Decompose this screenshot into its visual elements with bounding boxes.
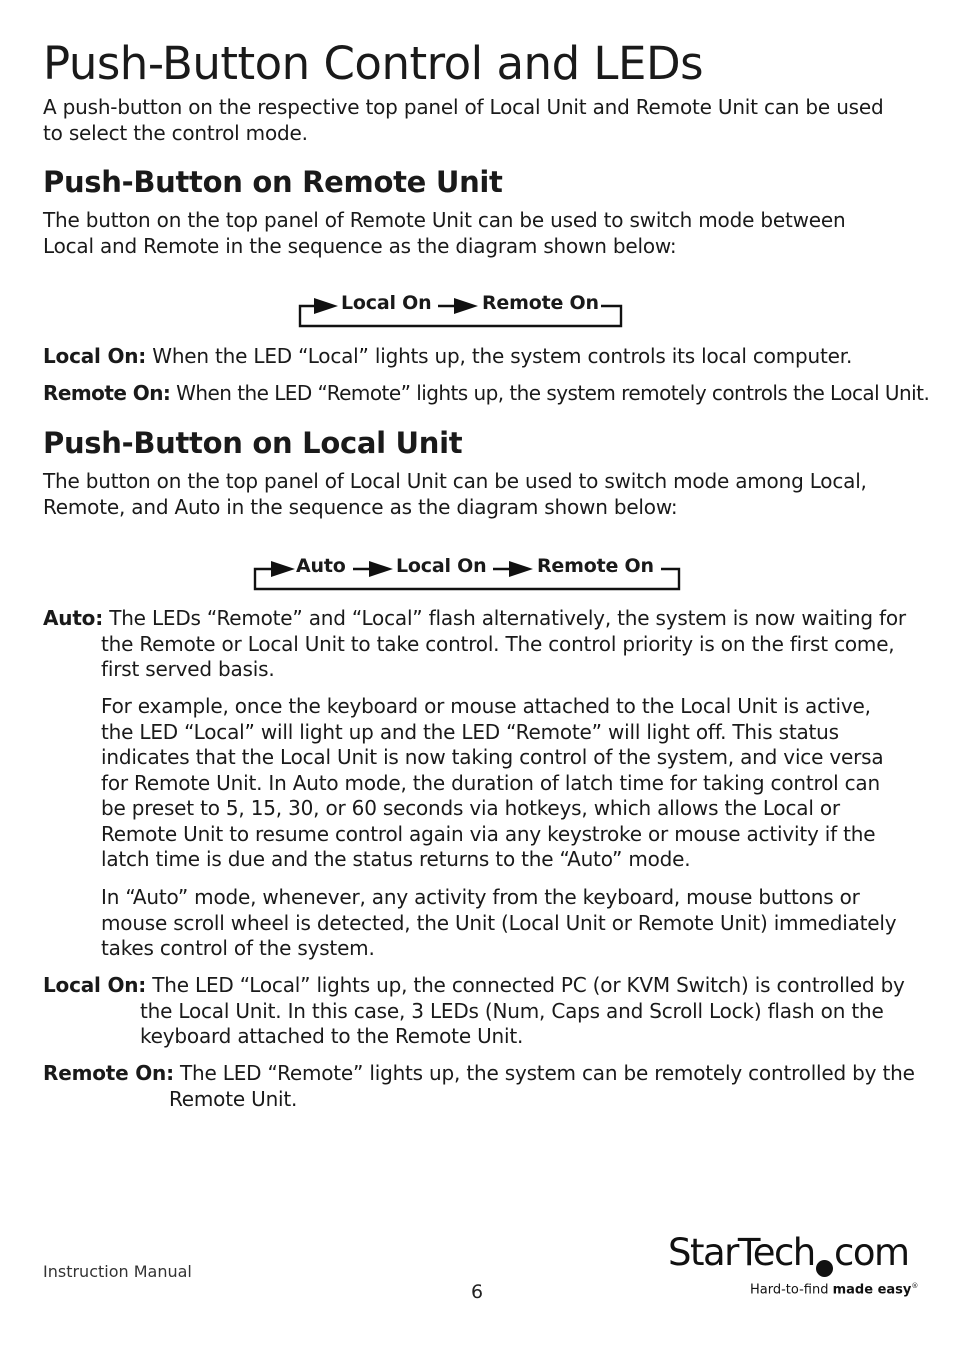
hang-line: the LED “Local” will light up and the LED “Remote” will light off. This status [101, 719, 839, 744]
hang-line: the Remote or Local Unit to take control. The control priority is on the first come, [101, 631, 895, 656]
local-definition-local-on [43, 973, 913, 1050]
remote-section-heading: Push-Button on Remote Unit [43, 165, 503, 199]
hang-line: Remote Unit. [169, 1086, 298, 1111]
term-text: When the LED “Remote” lights up, the system remotely controls the Local Unit. [170, 381, 930, 405]
term-label: Local On: [43, 344, 147, 368]
logo-wordmark: StarTech [668, 1231, 815, 1274]
term-label: Local On: [43, 973, 147, 997]
diagram-label-local-on: Local On [396, 555, 487, 577]
term-label: Auto: [43, 606, 104, 630]
term-label: Remote On: [43, 381, 171, 405]
hang-line: indicates that the Local Unit is now taking control of the system, and vice versa [101, 745, 884, 769]
remote-definition-remote-on [43, 381, 930, 407]
page-title: Push-Button Control and LEDs [43, 37, 704, 90]
startech-logo [668, 1231, 919, 1303]
auto-example-paragraph [43, 694, 913, 873]
local-mode-cycle-diagram [253, 553, 683, 591]
remote-mode-cycle-diagram [298, 290, 624, 328]
diagram-label-auto: Auto [296, 555, 346, 577]
remote-section-body [43, 208, 913, 259]
local-definition-remote-on [43, 1061, 913, 1112]
hang-line: latch time is due and the status returns to the “Auto” mode. [101, 847, 691, 871]
arrow-icon [369, 561, 393, 577]
diagram-label-remote-on: Remote On [537, 555, 654, 577]
body-line: The button on the top panel of Remote Unit can be used to switch mode between [43, 208, 846, 232]
logo-tagline [750, 1282, 918, 1297]
arrow-icon [509, 561, 533, 577]
intro-line: to select the control mode. [43, 120, 308, 145]
term-text: The LED “Remote” lights up, the system can be remotely controlled by the [173, 1061, 915, 1085]
remote-definition-local-on [43, 344, 913, 370]
auto-activity-paragraph [43, 885, 913, 962]
body-line: Remote, and Auto in the sequence as the diagram shown below: [43, 494, 678, 519]
hang-line: first served basis. [101, 657, 275, 681]
term-text: The LEDs “Remote” and “Local” flash alternatively, the system is now waiting for [103, 606, 906, 630]
tagline-part: Hard-to-find [750, 1282, 833, 1298]
body-line: The button on the top panel of Local Unit can be used to switch mode among Local, [43, 469, 867, 493]
hang-line: be preset to 5, 15, 30, or 60 seconds via hotkeys, which allows the Local or [101, 796, 840, 820]
hang-line: mouse scroll wheel is detected, the Unit (Local Unit or Remote Unit) immediately [101, 910, 897, 935]
arrow-icon [454, 298, 478, 314]
local-section-body [43, 469, 913, 520]
logo-dot-icon [816, 1260, 833, 1277]
registered-mark: ® [911, 1282, 919, 1290]
logo-wordmark-com: com [834, 1231, 909, 1274]
hang-line: keyboard attached to the Remote Unit. [140, 1024, 524, 1048]
diagram-label-local-on: Local On [341, 292, 432, 314]
body-line: Local and Remote in the sequence as the diagram shown below: [43, 233, 677, 258]
term-text: The LED “Local” lights up, the connected PC (or KVM Switch) is controlled by [146, 973, 905, 997]
arrow-icon [271, 561, 295, 577]
term-text: When the LED “Local” lights up, the system controls its local computer. [146, 344, 853, 368]
intro-paragraph [43, 95, 913, 146]
diagram-label-remote-on: Remote On [482, 292, 599, 314]
term-label: Remote On: [43, 1061, 174, 1085]
footer-document-type: Instruction Manual [43, 1262, 192, 1281]
page-number: 6 [471, 1281, 484, 1303]
hang-line: In “Auto” mode, whenever, any activity from the keyboard, mouse buttons or [101, 885, 860, 909]
hang-line: for Remote Unit. In Auto mode, the duration of latch time for taking control can [101, 770, 880, 795]
hang-line: Remote Unit to resume control again via any keystroke or mouse activity if the [101, 821, 876, 846]
hang-line: For example, once the keyboard or mouse attached to the Local Unit is active, [101, 694, 871, 718]
intro-line: A push-button on the respective top panel of Local Unit and Remote Unit can be used [43, 95, 884, 119]
local-section-heading: Push-Button on Local Unit [43, 426, 463, 460]
arrow-icon [314, 298, 338, 314]
local-definition-auto [43, 606, 913, 683]
hang-line: takes control of the system. [101, 936, 375, 960]
tagline-bold: made easy [832, 1282, 912, 1298]
hang-line: the Local Unit. In this case, 3 LEDs (Num, Caps and Scroll Lock) flash on the [140, 998, 884, 1023]
